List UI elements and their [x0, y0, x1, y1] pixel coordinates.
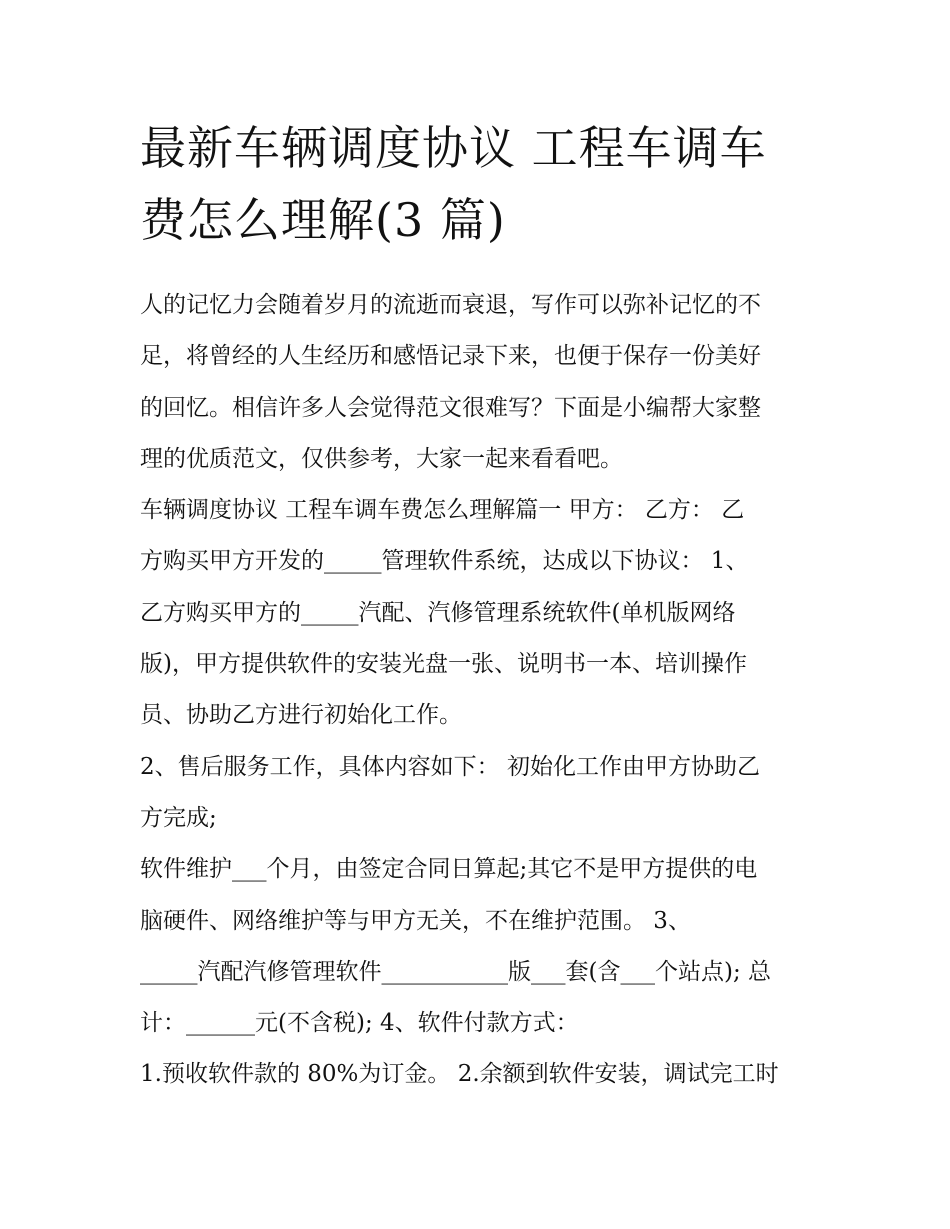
body-line: 理的优质范文，仅供参考，大家一起来看看吧。: [140, 445, 623, 472]
body-line: 的回忆。相信许多人会觉得范文很难写？下面是小编帮大家整: [140, 394, 761, 421]
body-line: 2、售后服务工作，具体内容如下： 初始化工作由甲方协助乙: [140, 753, 760, 780]
document-title: [140, 112, 820, 256]
title-line: 最新车辆调度协议 工程车调车: [140, 121, 767, 175]
body-line: 车辆调度协议 工程车调车费怎么理解篇一 甲方： 乙方： 乙: [140, 497, 745, 524]
title-line: 费怎么理解(3 篇): [140, 193, 506, 247]
body-line: 乙方购买甲方的_____汽配、汽修管理系统软件(单机版网络: [140, 599, 736, 626]
body-line: 软件维护___个月，由签定合同日算起;其它不是甲方提供的电: [140, 856, 758, 883]
body-line: 员、协助乙方进行初始化工作。: [140, 702, 462, 729]
body-line: 人的记忆力会随着岁月的流逝而衰退，写作可以弥补记忆的不: [140, 292, 761, 318]
body-line: 足，将曾经的人生经历和感悟记录下来，也便于保存一份美好: [140, 343, 761, 370]
document-body: [140, 280, 820, 1101]
body-line: 版)，甲方提供软件的安装光盘一张、说明书一本、培训操作: [140, 651, 747, 678]
body-line: 计：______元(不含税); 4、软件付款方式：: [140, 1010, 579, 1037]
body-line: 脑硬件、网络维护等与甲方无关，不在维护范围。 3、: [140, 907, 691, 934]
body-line: 1.预收软件款的 80%为订金。 2.余额到软件安装，调试完工时: [140, 1061, 779, 1088]
body-line: 方购买甲方开发的_____管理软件系统，达成以下协议： 1、: [140, 548, 749, 575]
body-line: _____汽配汽修管理软件___________版___套(含___个站点); 总: [140, 958, 772, 985]
body-line: 方完成;: [140, 804, 217, 831]
